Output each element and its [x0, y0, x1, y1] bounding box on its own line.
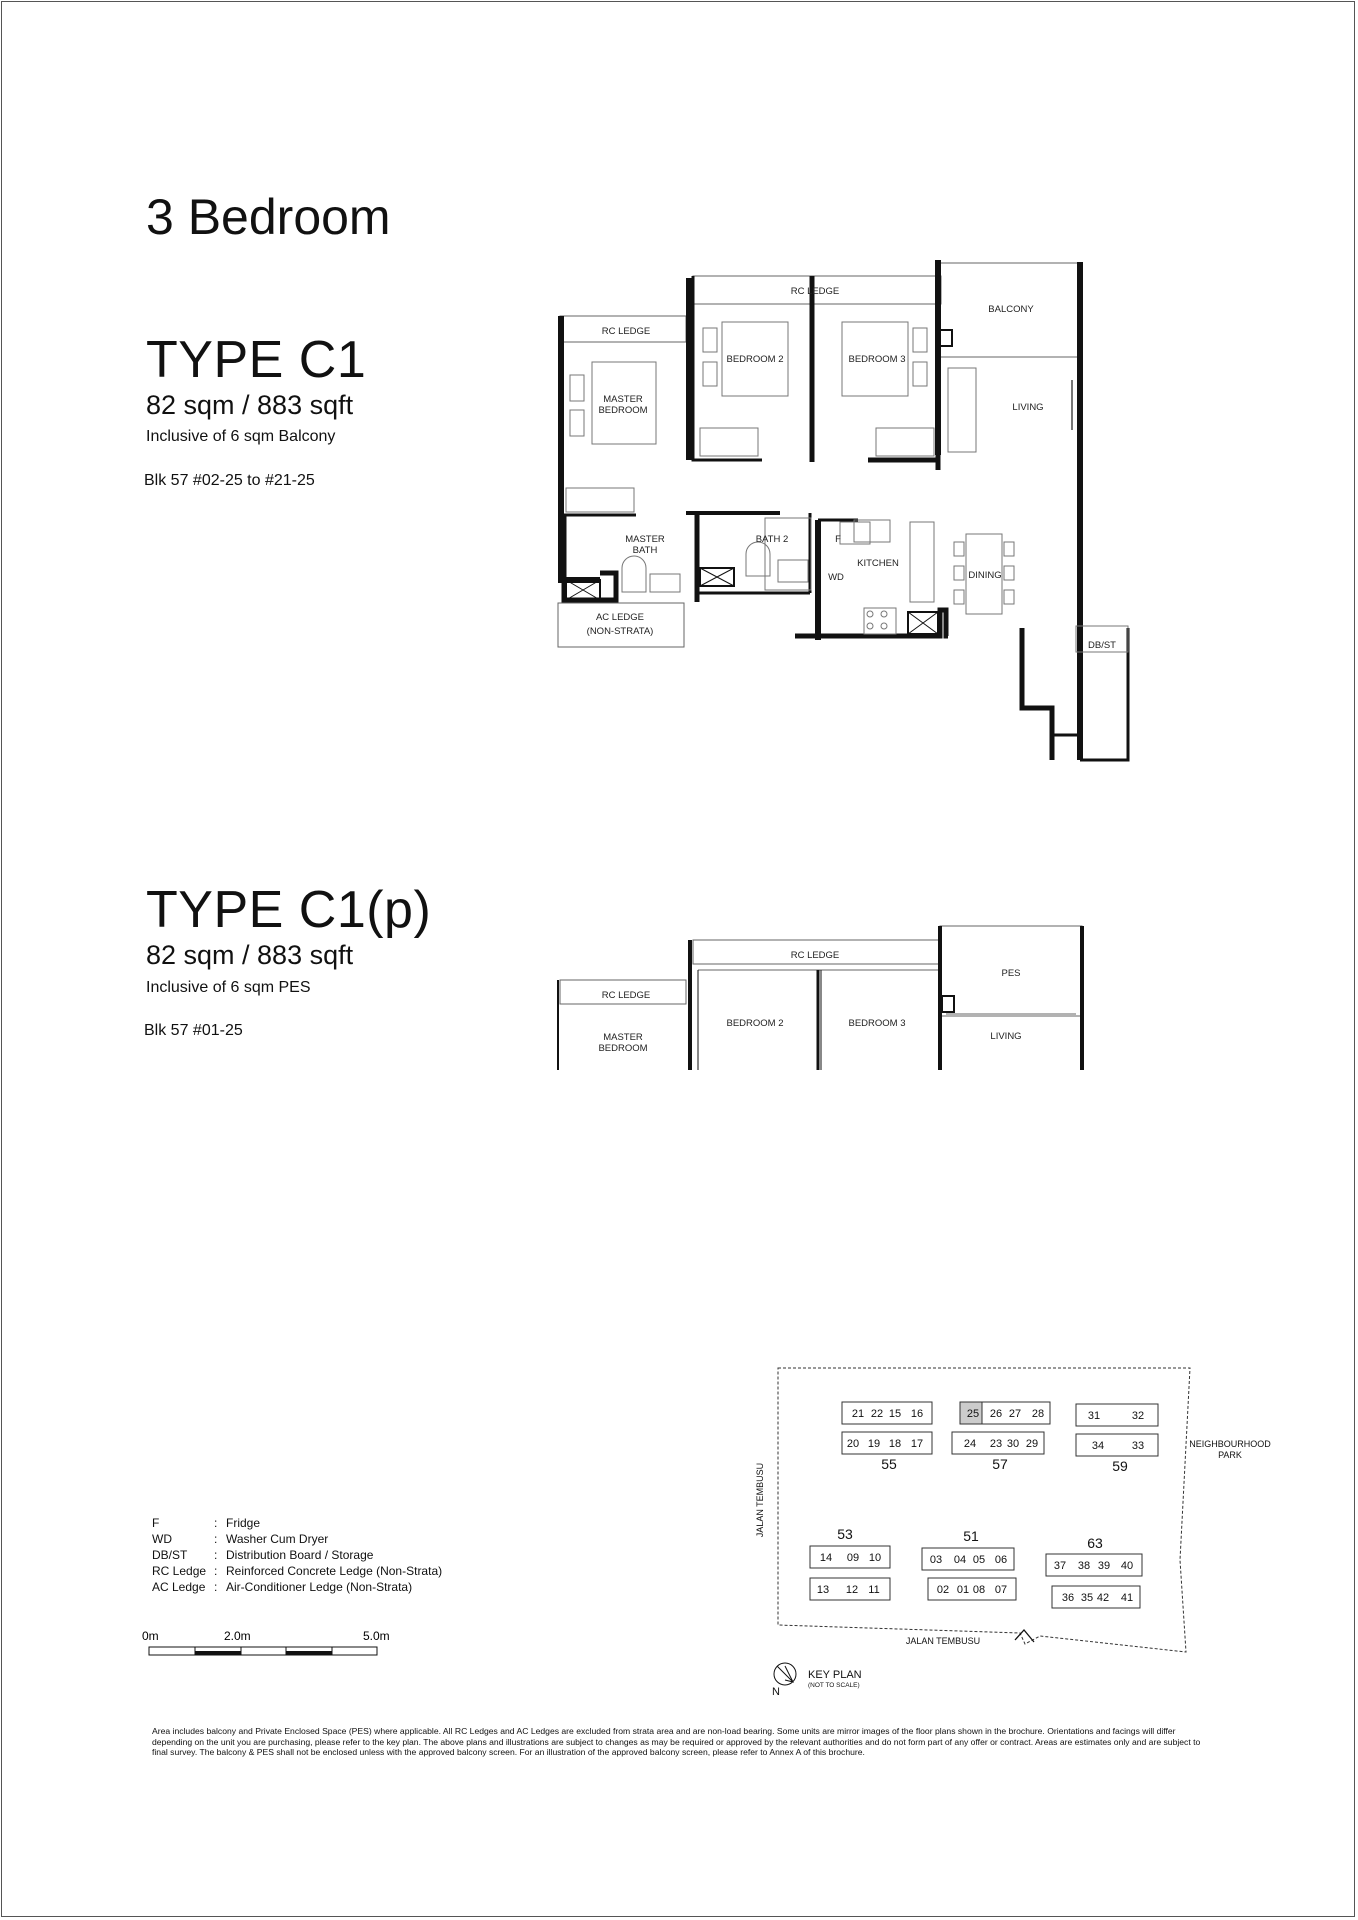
unit-16: 16 [910, 1408, 924, 1420]
unit-01: 01 [956, 1584, 970, 1596]
c1-kitchen-label: KITCHEN [857, 558, 899, 569]
legend-desc: Reinforced Concrete Ledge (Non-Strata) [226, 1564, 443, 1578]
type-c1p-inclusive: Inclusive of 6 sqm PES [146, 979, 311, 996]
c1-bedroom2-label: BEDROOM 2 [726, 354, 784, 365]
disclaimer: Area includes balcony and Private Enclosed Space (PES) where applicable. All RC Ledges and AC Ledges are excluded from strata area and are non-load bearing. Some units are mirror images of the floor plans shown in the brochure. Orientations and facings will differ depending on the unit you are purchasing, please refer to the key plan. The above plans and illustrations are subject to changes as may be required or approved by the relevant authorities and do not form part of any offer or contract. Areas are estimates only and are subject to final survey. The balcony & PES shall not be enclosed unless with the approved balcony screen. For an illustration of the approved balcony screen, please refer to Annex A of this brochure. [152, 1726, 1201, 1757]
key-plan-subtitle: (NOT TO SCALE) [808, 1682, 860, 1689]
unit-22: 22 [870, 1408, 884, 1420]
legend-row [152, 1515, 442, 1531]
type-c1p-area: 82 sqm / 883 sqft [146, 940, 354, 970]
c1-balcony-label: BALCONY [988, 304, 1034, 315]
unit-04: 04 [953, 1554, 967, 1566]
unit-13: 13 [816, 1584, 830, 1596]
block-55 [842, 1402, 932, 1472]
c1-rc-ledge-left-label: RC LEDGE [601, 326, 651, 337]
block-51-label: 51 [963, 1528, 979, 1544]
type-c1-title: TYPE C1 [146, 331, 367, 389]
unit-38: 38 [1077, 1560, 1091, 1572]
scale-bar [142, 1629, 390, 1655]
unit-08: 08 [972, 1584, 986, 1596]
c1-fridge-label: F [835, 534, 841, 545]
unit-24: 24 [963, 1438, 977, 1450]
c1p-pes-label: PES [1001, 968, 1021, 979]
unit-36: 36 [1061, 1592, 1075, 1604]
park-label-2: PARK [1218, 1450, 1242, 1460]
legend-sep: : [214, 1580, 218, 1594]
unit-14: 14 [819, 1552, 833, 1564]
unit-31: 31 [1087, 1410, 1101, 1422]
unit-27: 27 [1008, 1408, 1022, 1420]
unit-20: 20 [846, 1438, 860, 1450]
unit-23: 23 [989, 1438, 1003, 1450]
unit-37: 37 [1053, 1560, 1067, 1572]
type-c1-area: 82 sqm / 883 sqft [146, 390, 354, 420]
c1-ac-ledge-label-2: (NON-STRATA) [586, 626, 654, 637]
legend-sep: : [214, 1532, 218, 1546]
scale-label-mid: 2.0m [224, 1629, 251, 1643]
unit-29: 29 [1025, 1438, 1039, 1450]
north-label: N [772, 1686, 780, 1698]
block-63 [1046, 1535, 1142, 1608]
c1-dining-label: DINING [968, 570, 1002, 581]
unit-10: 10 [868, 1552, 882, 1564]
legend-desc: Air-Conditioner Ledge (Non-Strata) [226, 1580, 413, 1594]
c1-bath2-label: BATH 2 [755, 534, 789, 545]
unit-11: 11 [868, 1584, 880, 1596]
c1p-living-label: LIVING [990, 1031, 1022, 1042]
c1p-rc-ledge-top-label: RC LEDGE [790, 950, 840, 961]
unit-28: 28 [1031, 1408, 1045, 1420]
unit-15: 15 [888, 1408, 902, 1420]
block-63-label: 63 [1087, 1535, 1103, 1551]
unit-21: 21 [851, 1408, 865, 1420]
unit-35: 35 [1080, 1592, 1094, 1604]
c1-living-label: LIVING [1012, 402, 1044, 413]
type-c1-inclusive: Inclusive of 6 sqm Balcony [146, 428, 336, 445]
block-59 [1076, 1404, 1158, 1474]
block-57-label: 57 [992, 1456, 1008, 1472]
page-heading: 3 Bedroom [146, 189, 391, 245]
key-plan-title: KEY PLAN [808, 1669, 862, 1681]
c1p-master-bedroom-label-1: MASTER [603, 1032, 643, 1043]
park-label-1: NEIGHBOURHOOD [1189, 1439, 1271, 1449]
c1-master-bedroom-label-1: MASTER [603, 394, 643, 405]
unit-05: 05 [972, 1554, 986, 1566]
c1p-master-bedroom-label-2: BEDROOM [598, 1043, 648, 1054]
c1-master-bath-label-2: BATH [632, 545, 658, 556]
unit-03: 03 [929, 1554, 943, 1566]
unit-39: 39 [1097, 1560, 1111, 1572]
c1p-rc-ledge-left-label: RC LEDGE [601, 990, 651, 1001]
unit-32: 32 [1131, 1410, 1145, 1422]
north-compass-icon [772, 1663, 796, 1698]
legend-row [152, 1531, 442, 1547]
scale-label-end: 5.0m [363, 1629, 390, 1643]
unit-34: 34 [1091, 1440, 1105, 1452]
unit-26: 26 [989, 1408, 1003, 1420]
road-left-label: JALAN TEMBUSU [755, 1462, 765, 1538]
c1-master-bedroom-label-2: BEDROOM [598, 405, 648, 416]
legend-sep: : [214, 1564, 218, 1578]
legend-desc: Distribution Board / Storage [226, 1548, 374, 1562]
legend-sep: : [214, 1548, 218, 1562]
unit-02: 02 [936, 1584, 950, 1596]
legend-desc: Fridge [226, 1516, 261, 1530]
legend-key: AC Ledge [152, 1580, 206, 1594]
unit-41: 41 [1120, 1592, 1134, 1604]
scale-label-start: 0m [142, 1629, 159, 1643]
c1p-bedroom2-label: BEDROOM 2 [726, 1018, 784, 1029]
c1-bedroom3-label: BEDROOM 3 [848, 354, 906, 365]
block-59-label: 59 [1112, 1458, 1128, 1474]
legend-row [152, 1547, 442, 1563]
legend-key: WD [152, 1532, 172, 1546]
legend-row [152, 1563, 442, 1579]
legend-sep: : [214, 1516, 218, 1530]
legend-row [152, 1579, 442, 1595]
c1-dbst-label: DB/ST [1088, 640, 1116, 651]
block-57 [952, 1402, 1050, 1472]
type-c1-blocks: Blk 57 #02-25 to #21-25 [144, 472, 315, 489]
unit-19: 19 [867, 1438, 881, 1450]
block-53 [810, 1526, 890, 1600]
unit-18: 18 [888, 1438, 902, 1450]
c1-wd-label: WD [828, 572, 844, 583]
legend-desc: Washer Cum Dryer [226, 1532, 329, 1546]
unit-09: 09 [846, 1552, 860, 1564]
unit-07: 07 [994, 1584, 1008, 1596]
legend-key: F [152, 1516, 160, 1530]
type-c1p-blocks: Blk 57 #01-25 [144, 1022, 243, 1039]
c1-rc-ledge-top-label: RC LEDGE [790, 286, 840, 297]
block-53-label: 53 [837, 1526, 853, 1542]
block-55-label: 55 [881, 1456, 897, 1472]
unit-25: 25 [966, 1408, 980, 1420]
legend-key: RC Ledge [152, 1564, 207, 1578]
unit-30: 30 [1006, 1438, 1020, 1450]
type-c1p-title: TYPE C1(p) [146, 881, 432, 939]
c1p-bedroom3-label: BEDROOM 3 [848, 1018, 906, 1029]
unit-33: 33 [1131, 1440, 1145, 1452]
c1-master-bath-label-1: MASTER [625, 534, 665, 545]
unit-40: 40 [1120, 1560, 1134, 1572]
unit-17: 17 [910, 1438, 924, 1450]
legend [152, 1515, 442, 1595]
key-plan [755, 1368, 1271, 1698]
unit-42: 42 [1096, 1592, 1110, 1604]
block-51 [922, 1528, 1016, 1600]
legend-key: DB/ST [152, 1548, 188, 1562]
type-c1p-room-labels [598, 950, 1021, 1054]
c1-ac-ledge-label-1: AC LEDGE [595, 612, 645, 623]
unit-12: 12 [845, 1584, 859, 1596]
unit-06: 06 [994, 1554, 1008, 1566]
type-c1-room-labels [587, 286, 1117, 651]
road-bottom-label: JALAN TEMBUSU [905, 1636, 981, 1646]
